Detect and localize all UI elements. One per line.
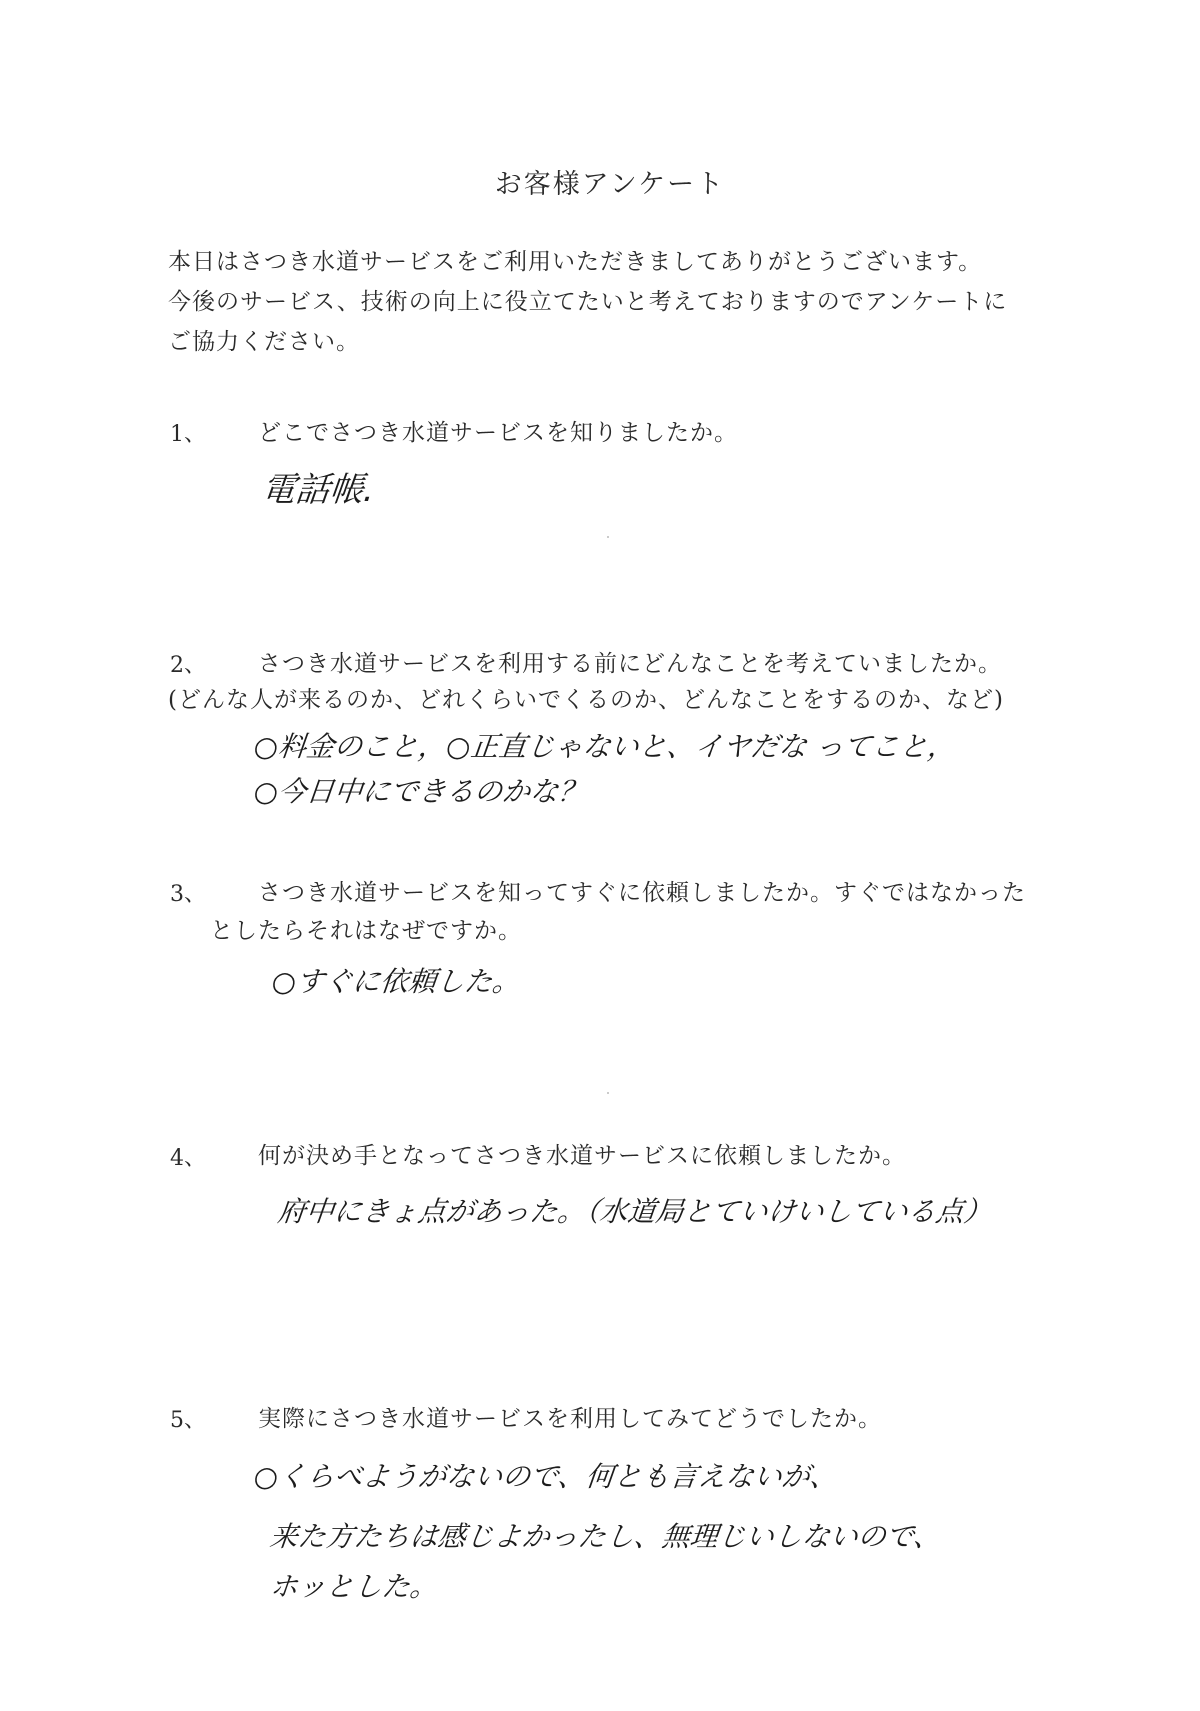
question-3-text-cont: としたらそれはなぜですか。 — [210, 918, 522, 944]
intro-line-1: 本日はさつき水道サービスをご利用いただきましてありがとうございます。 — [168, 249, 983, 275]
question-4-text: 何が決め手となってさつき水道サービスに依頼しましたか。 — [258, 1143, 906, 1169]
question-5-number: 5、 — [170, 1408, 206, 1433]
question-1-text: どこでさつき水道サービスを知りましたか。 — [258, 420, 738, 446]
intro-line-2: 今後のサービス、技術の向上に役立てたいと考えておりますのでアンケートに — [168, 289, 1008, 315]
answer-4-line-1: 府中にきょ点があった。（水道局とていけいしている点） — [276, 1195, 994, 1228]
answer-2-line-2: ○今日中にできるのかな？ — [252, 775, 589, 808]
answer-5-line-3: ホッとした。 — [268, 1570, 440, 1603]
question-2-text-cont: (どんな人が来るのか、どれくらいでくるのか、どんなことをするのか、など) — [168, 687, 1004, 713]
scan-speck — [607, 536, 609, 538]
question-1-number: 1、 — [170, 422, 206, 447]
answer-5-line-1: ○くらべようがないので、何とも言えないが、 — [252, 1460, 840, 1493]
question-3-number: 3、 — [170, 882, 206, 907]
question-5-text: 実際にさつき水道サービスを利用してみてどうでしたか。 — [258, 1406, 882, 1432]
answer-1-line-1: 電話帳. — [259, 470, 377, 510]
answer-5-line-2: 来た方たちは感じよかったし、無理じいしないので、 — [268, 1520, 944, 1553]
question-2-text: さつき水道サービスを利用する前にどんなことを考えていましたか。 — [258, 651, 1002, 677]
answer-3-line-1: ○すぐに依頼した。 — [270, 965, 523, 998]
intro-line-3: ご協力ください。 — [168, 329, 360, 355]
question-2-number: 2、 — [170, 653, 206, 678]
question-3-text: さつき水道サービスを知ってすぐに依頼しましたか。すぐではなかった — [258, 880, 1026, 906]
question-4-number: 4、 — [170, 1146, 206, 1171]
scan-speck — [607, 1092, 609, 1094]
answer-2-line-1: ○料金のこと，○正直じゃないと、イヤだな ってこと， — [252, 730, 958, 763]
page-title: お客様アンケート — [494, 169, 726, 200]
